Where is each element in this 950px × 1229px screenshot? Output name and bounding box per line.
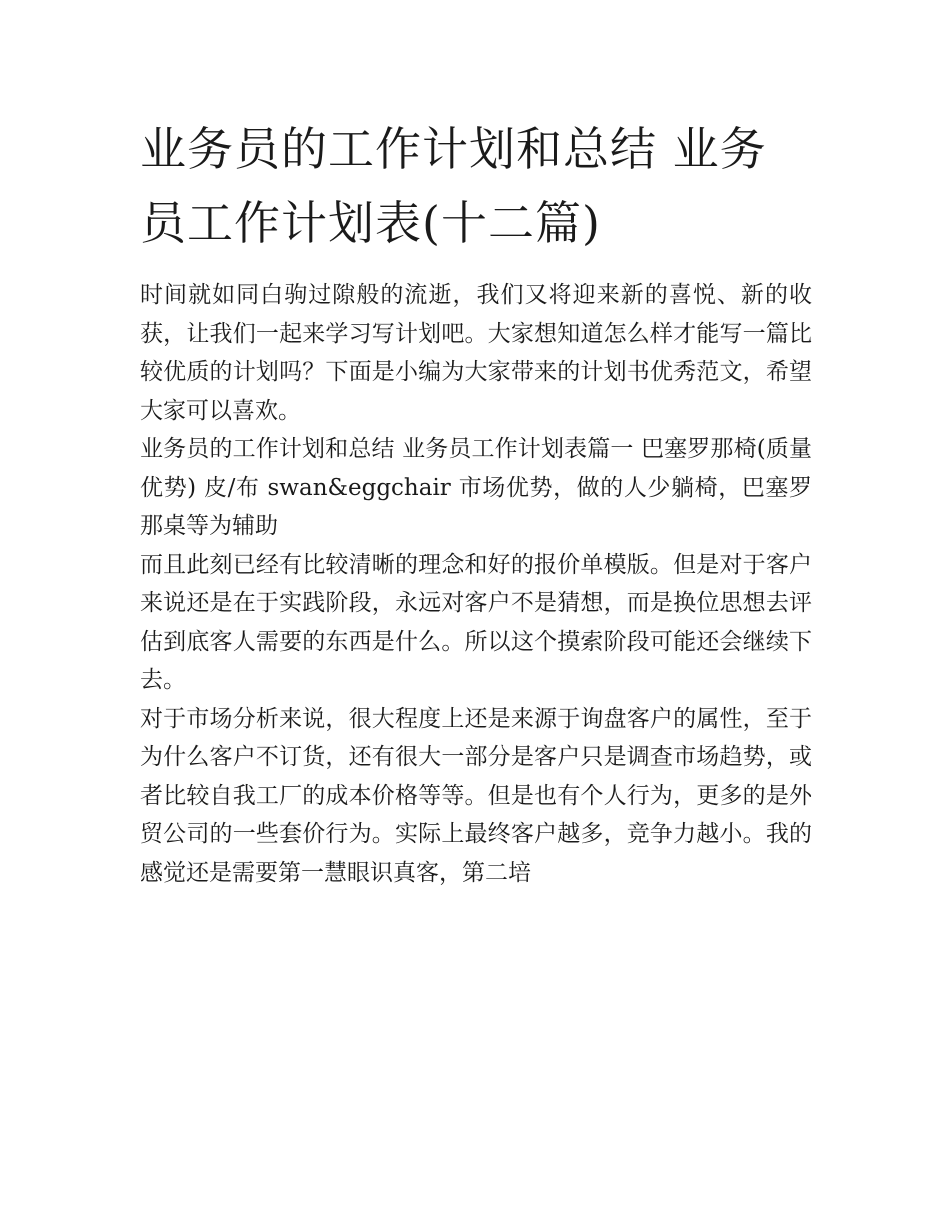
document-page xyxy=(140,112,812,892)
document-title: 业务员的工作计划和总结 业务员工作计划表(十二篇) xyxy=(140,122,767,250)
intro-paragraph: 时间就如同白驹过隙般的流逝，我们又将迎来新的喜悦、新的收获，让我们一起来学习写计划吧。大家想知道怎么样才能写一篇比较优质的计划吗？下面是小编为大家带来的计划书优秀范文，希望大家可以喜欢。 xyxy=(140,282,812,424)
market-analysis-paragraph: 对于市场分析来说，很大程度上还是来源于询盘客户的属性，至于为什么客户不订货，还有很大一部分是客户只是调查市场趋势，或者比较自我工厂的成本价格等等。但是也有个人行为，更多的是外贸公司的一些套价行为。实际上最终客户越多，竞争力越小。我的感觉还是需要第一慧眼识真客，第二培 xyxy=(140,705,812,886)
quotation-paragraph: 而且此刻已经有比较清晰的理念和好的报价单模版。但是对于客户来说还是在于实践阶段，永远对客户不是猜想，而是换位思想去评估到底客人需要的东西是什么。所以这个摸索阶段可能还会继续下去。 xyxy=(140,551,812,693)
section-one-paragraph: 业务员的工作计划和总结 业务员工作计划表篇一 巴塞罗那椅(质量优势) 皮/布 swan&eggchair 市场优势，做的人少躺椅，巴塞罗那桌等为辅助 xyxy=(140,436,812,539)
